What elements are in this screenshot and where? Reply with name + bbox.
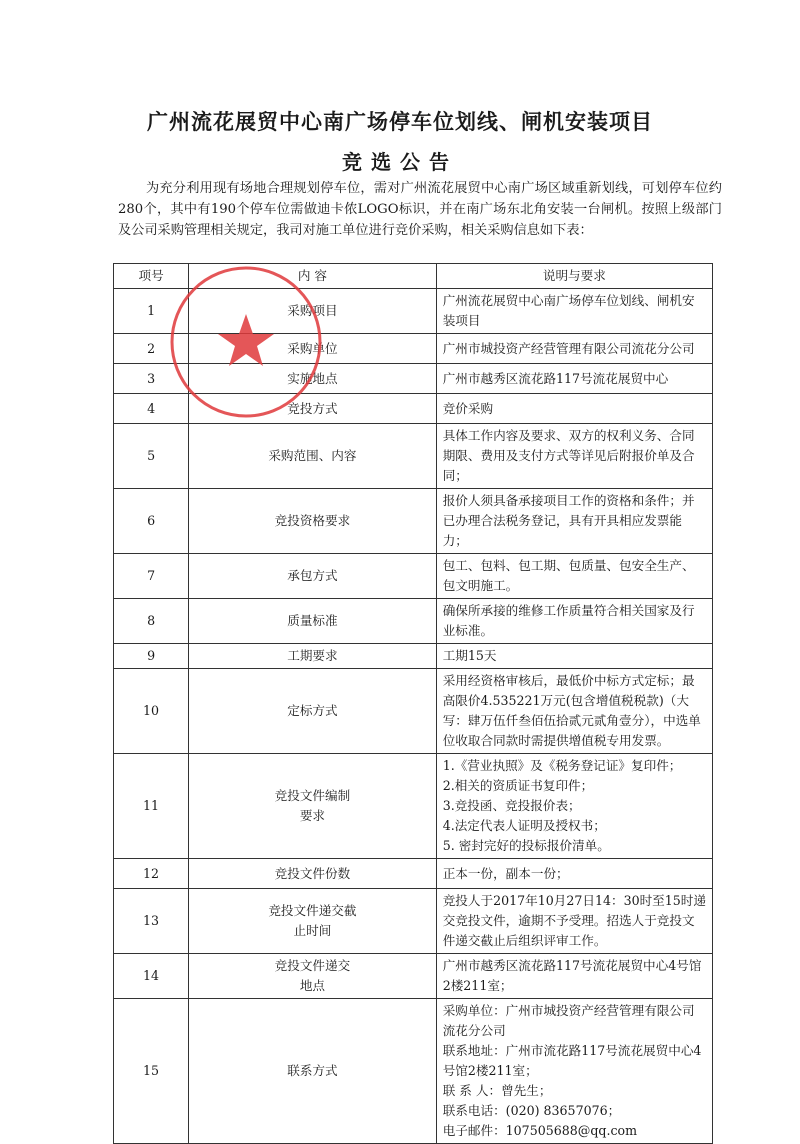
row-item bbox=[189, 424, 437, 489]
table-row bbox=[114, 644, 713, 669]
row-item-line: 竞投方式 bbox=[287, 400, 338, 416]
header-desc: 说明与要求 bbox=[436, 264, 712, 289]
table-row bbox=[114, 554, 713, 599]
row-description bbox=[436, 424, 712, 489]
row-description-line: 广州市越秀区流花路117号流花展贸中心 bbox=[442, 370, 669, 386]
row-description-line: 竞投人于2017年10月27日14：30时至15时递交竞投文件，逾期不予受理。招选人于竞投文件递交截止后组织评审工作。 bbox=[442, 893, 706, 948]
row-description-line: 1.《营业执照》及《税务登记证》复印件； bbox=[442, 758, 682, 773]
row-item bbox=[189, 334, 437, 364]
row-number: 14 bbox=[114, 954, 189, 999]
row-description bbox=[436, 289, 712, 334]
row-description bbox=[436, 599, 712, 644]
row-description bbox=[436, 554, 712, 599]
row-item bbox=[189, 644, 437, 669]
procurement-table bbox=[113, 263, 713, 1144]
row-item-line: 地点 bbox=[299, 978, 325, 993]
table-row bbox=[114, 364, 713, 394]
row-description-line: 联 系 人：曾先生； bbox=[442, 1083, 552, 1098]
row-item bbox=[189, 364, 437, 394]
row-item-line: 止时间 bbox=[293, 923, 332, 938]
row-description-line: 广州市城投资产经营管理有限公司流花分公司 bbox=[442, 340, 695, 356]
row-item-line: 采购范围、内容 bbox=[268, 448, 357, 463]
table-row bbox=[114, 859, 713, 889]
row-item-line: 要求 bbox=[299, 808, 325, 823]
row-item-line: 联系方式 bbox=[287, 1063, 338, 1078]
row-description-line: 广州流花展贸中心南广场停车位划线、闸机安装项目 bbox=[442, 293, 695, 328]
table-row bbox=[114, 669, 713, 754]
row-number: 7 bbox=[114, 554, 189, 599]
row-description-line: 电子邮件：107505688@qq.com bbox=[442, 1123, 638, 1138]
row-number: 6 bbox=[114, 489, 189, 554]
table-row bbox=[114, 599, 713, 644]
row-item-line: 承包方式 bbox=[287, 568, 338, 583]
row-number: 5 bbox=[114, 424, 189, 489]
row-description-line: 采用经资格审核后，最低价中标方式定标；最高限价4.535221万元(包含增值税税款)（大写：肆万伍仟叁佰伍拾贰元贰角壹分），中选单位收取合同款时需提供增值税专用发票。 bbox=[442, 673, 701, 748]
table-row bbox=[114, 754, 713, 859]
row-item bbox=[189, 999, 437, 1144]
header-item: 内 容 bbox=[189, 264, 437, 289]
row-item bbox=[189, 889, 437, 954]
intro-paragraph: 为充分利用现有场地合理规划停车位，需对广州流花展贸中心南广场区域重新划线，可划停车位约280个，其中有190个停车位需做迪卡侬LOGO标识，并在南广场东北角安装一台闸机。按照上级部门及公司采购管理相关规定，我司对施工单位进行竞价采购，相关采购信息如下表： bbox=[118, 181, 722, 238]
row-item bbox=[189, 859, 437, 889]
row-item-line: 实施地点 bbox=[287, 370, 338, 386]
table-row bbox=[114, 489, 713, 554]
row-description-line: 广州市越秀区流花路117号流花展贸中心4号馆2楼211室； bbox=[442, 958, 702, 993]
row-description-line: 采购单位：广州市城投资产经营管理有限公司流花分公司 bbox=[442, 1003, 695, 1038]
row-number: 4 bbox=[114, 394, 189, 424]
row-item bbox=[189, 489, 437, 554]
row-number: 2 bbox=[114, 334, 189, 364]
row-description-line: 具体工作内容及要求、双方的权利义务、合同期限、费用及支付方式等详见后附报价单及合同； bbox=[442, 428, 695, 483]
table-row bbox=[114, 334, 713, 364]
row-description-line: 工期15天 bbox=[442, 648, 497, 663]
row-item-line: 竞投文件编制 bbox=[274, 788, 351, 803]
row-description bbox=[436, 364, 712, 394]
row-description-line: 2.相关的资质证书复印件； bbox=[442, 778, 594, 793]
row-description-line: 4.法定代表人证明及授权书； bbox=[442, 818, 606, 833]
header-no: 项号 bbox=[114, 264, 189, 289]
row-number: 11 bbox=[114, 754, 189, 859]
row-item bbox=[189, 599, 437, 644]
row-description bbox=[436, 644, 712, 669]
row-description-line: 竞价采购 bbox=[442, 400, 494, 416]
row-item-line: 竞投文件递交 bbox=[274, 958, 351, 973]
row-description-line: 3.竞投函、竞投报价表； bbox=[442, 798, 581, 813]
row-item-line: 竞投文件份数 bbox=[274, 865, 351, 881]
row-item-line: 采购单位 bbox=[287, 340, 338, 356]
row-description bbox=[436, 669, 712, 754]
row-number: 9 bbox=[114, 644, 189, 669]
row-number: 1 bbox=[114, 289, 189, 334]
row-description bbox=[436, 889, 712, 954]
row-description bbox=[436, 394, 712, 424]
row-description bbox=[436, 489, 712, 554]
row-description bbox=[436, 999, 712, 1144]
row-item-line: 定标方式 bbox=[287, 703, 338, 718]
row-item-line: 竞投资格要求 bbox=[274, 513, 351, 528]
row-item bbox=[189, 754, 437, 859]
row-item-line: 质量标准 bbox=[287, 613, 338, 628]
table-row bbox=[114, 954, 713, 999]
row-description-line: 5. 密封完好的投标报价清单。 bbox=[442, 838, 610, 853]
row-number: 13 bbox=[114, 889, 189, 954]
row-description-line: 联系电话：(020) 83657076； bbox=[442, 1103, 621, 1118]
row-description bbox=[436, 859, 712, 889]
row-item bbox=[189, 954, 437, 999]
table-row bbox=[114, 424, 713, 489]
row-number: 8 bbox=[114, 599, 189, 644]
row-number: 10 bbox=[114, 669, 189, 754]
row-item bbox=[189, 394, 437, 424]
row-description bbox=[436, 754, 712, 859]
row-item bbox=[189, 289, 437, 334]
row-description-line: 包工、包料、包工期、包质量、包安全生产、包文明施工。 bbox=[442, 558, 695, 593]
document-subtitle: 竞选公告 bbox=[342, 150, 458, 174]
row-number: 3 bbox=[114, 364, 189, 394]
row-description bbox=[436, 954, 712, 999]
table-header-row bbox=[114, 264, 713, 289]
row-item-line: 工期要求 bbox=[287, 648, 338, 663]
row-item bbox=[189, 554, 437, 599]
table-row bbox=[114, 394, 713, 424]
table-row bbox=[114, 999, 713, 1144]
row-item-line: 采购项目 bbox=[287, 303, 338, 318]
document-title: 广州流花展贸中心南广场停车位划线、闸机安装项目 bbox=[147, 110, 653, 134]
row-number: 12 bbox=[114, 859, 189, 889]
row-number: 15 bbox=[114, 999, 189, 1144]
row-description-line: 正本一份，副本一份； bbox=[442, 865, 569, 881]
row-description-line: 报价人须具备承接项目工作的资格和条件；并已办理合法税务登记，具有开具相应发票能力； bbox=[442, 493, 695, 548]
row-description-line: 联系地址：广州市流花路117号流花展贸中心4号馆2楼211室； bbox=[442, 1043, 702, 1078]
row-description bbox=[436, 334, 712, 364]
row-item-line: 竞投文件递交截 bbox=[268, 903, 357, 918]
row-description-line: 确保所承接的维修工作质量符合相关国家及行业标准。 bbox=[442, 603, 695, 638]
row-item bbox=[189, 669, 437, 754]
table-row bbox=[114, 889, 713, 954]
table-row bbox=[114, 289, 713, 334]
